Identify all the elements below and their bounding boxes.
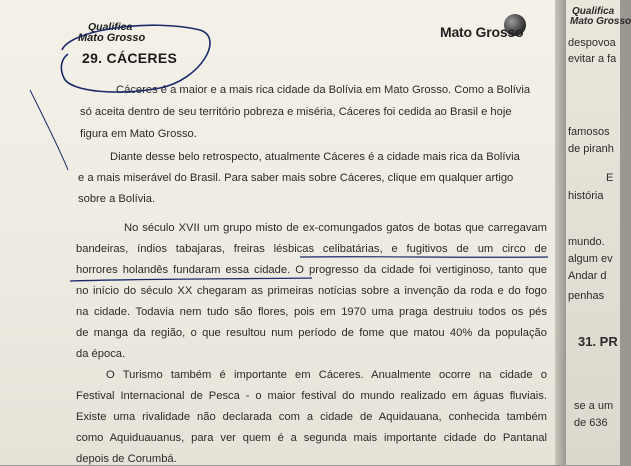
p3-line-7: da época. <box>76 348 126 360</box>
margin-curve-mark <box>30 90 68 170</box>
next-snippet-5: E <box>606 172 614 184</box>
next-snippet-12: de 636 <box>574 417 608 429</box>
next-snippet-11: se a um <box>574 400 614 412</box>
p3-line-2: bandeiras, índios tabajaras, freiras lésbicas celibatárias, e fugitivos de um circo de <box>76 243 547 255</box>
next-snippet-4: de piranh <box>568 143 614 155</box>
p2-line-3: sobre a Bolívia. <box>78 193 156 205</box>
logo-line-1: Qualifica <box>88 21 133 33</box>
p4-line-3: Existe uma rivalidade não declarada com a cidade de Aquidauana, conhecida também <box>76 411 547 423</box>
next-snippet-1: despovoa <box>568 37 616 49</box>
p2-line-1: Diante desse belo retrospecto, atualmente Cáceres é a cidade mais rica da Bolívia <box>110 151 520 163</box>
underline-mark-2 <box>70 278 312 281</box>
p3-line-4: no início do século XX chegaram as primeiras notícias sobre a invenção da roda e do fogo <box>76 285 547 297</box>
p1-line-3: figura em Mato Grosso. <box>80 128 197 140</box>
p3-line-6: de manga da região, o que resultou num período de fome que matou 40% da população <box>76 327 547 339</box>
underline-mark-1 <box>300 257 548 258</box>
p4-line-1: O Turismo também é importante em Cáceres. Anualmente ocorre na cidade o <box>106 369 547 381</box>
next-page-edge <box>566 0 631 465</box>
next-snippet-7: mundo. <box>568 236 605 248</box>
p4-line-4: como Aquiduauanus, para ver quem é a segunda mais importante cidade do Pantanal <box>76 432 547 444</box>
next-section-heading: 31. PR <box>578 334 618 349</box>
p3-line-3: horrores holandês fundaram essa cidade. O progresso da cidade foi vertiginoso, tanto que <box>76 264 547 276</box>
p1-line-2: só aceita dentro de seu território pobreza e miséria, Cáceres foi cedida ao Brasil e hoje <box>80 106 512 118</box>
brand-name: Mato Grosso <box>440 24 524 40</box>
next-snippet-10: penhas <box>568 290 605 302</box>
next-logo-line-2: Mato Grosso <box>570 16 631 27</box>
p4-line-2: Festival Internacional de Pesca - o maior festival do mundo realizado em águas fluviais. <box>76 390 547 402</box>
logo-line-2: Mato Grosso <box>78 32 146 44</box>
title-ellipse-mark <box>61 25 210 92</box>
next-snippet-3: famosos <box>568 126 610 138</box>
next-snippet-6: história <box>568 190 604 202</box>
chapter-title: 29. CÁCERES <box>82 50 178 66</box>
next-snippet-2: evitar a fa <box>568 53 617 65</box>
p1-line-1: Cáceres é a maior e a mais rica cidade da Bolívia em Mato Grosso. Como a Bolívia <box>116 84 531 96</box>
p3-line-1: No século XVII um grupo misto de ex-comungados gatos de botas que carregavam <box>124 222 547 234</box>
p4-line-5: depois de Corumbá. <box>76 453 177 465</box>
p2-line-2: e a mais miserável do Brasil. Para saber mais sobre Cáceres, clique em qualquer artigo <box>78 172 514 184</box>
next-snippet-9: Andar d <box>568 270 607 282</box>
p3-line-5: na cidade. Todavia nem tudo são flores, pois em 1970 uma praga destruiu todos os pés <box>76 306 547 318</box>
next-snippet-8: algum ev <box>568 253 613 265</box>
next-logo-line-1: Qualifica <box>572 6 615 17</box>
